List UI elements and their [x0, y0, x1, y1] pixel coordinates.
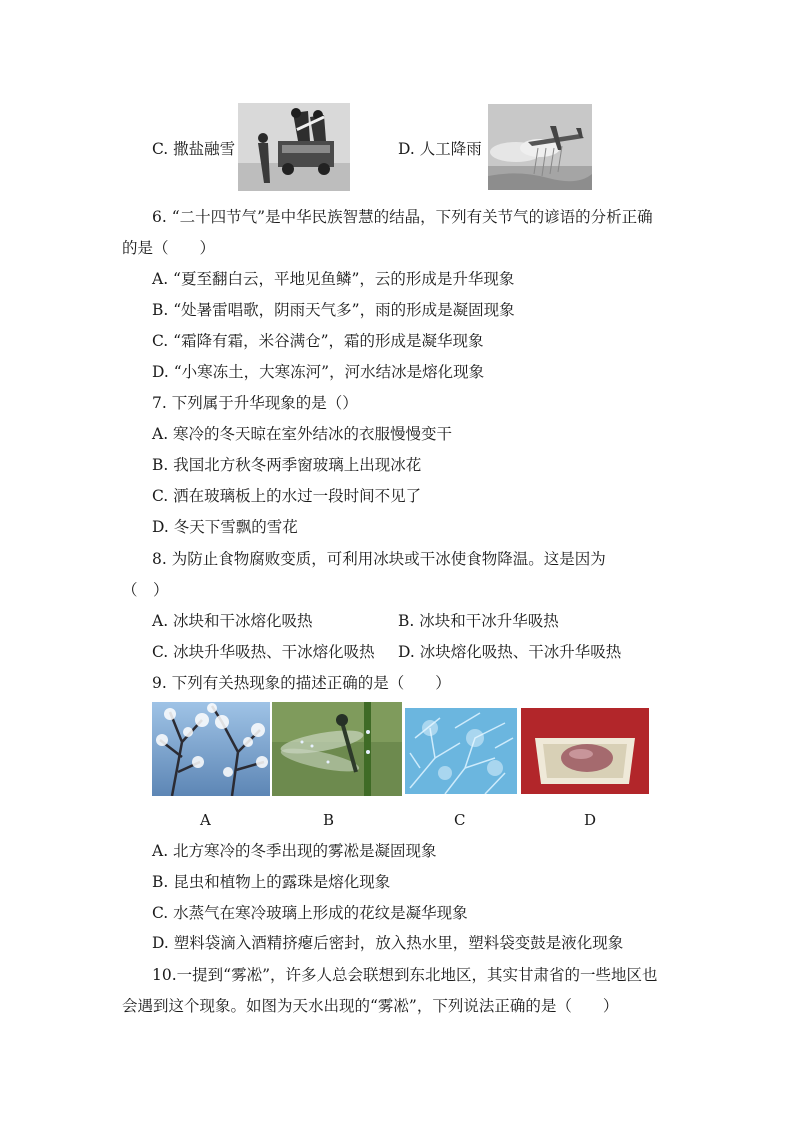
q8-option-c: C. 冰块升华吸热、干冰熔化吸热: [152, 643, 375, 661]
plastic-bag-hot-water-photo: [521, 708, 649, 794]
q9-option-b: B. 昆虫和植物上的露珠是熔化现象: [152, 873, 391, 891]
q5-option-d: D. 人工降雨: [398, 140, 482, 158]
q8-stem-line2: （ ）: [122, 581, 169, 599]
rime-frost-trees-photo: [152, 702, 270, 796]
q9-caption-d: D: [584, 811, 597, 829]
q6-option-b: B. “处暑雷唱歌，阴雨天气多”，雨的形成是凝固现象: [152, 301, 515, 319]
q8-option-b: B. 冰块和干冰升华吸热: [398, 612, 559, 630]
q8-option-d: D. 冰块熔化吸热、干冰升华吸热: [398, 643, 622, 661]
q6-stem-line1: 6. “二十四节气”是中华民族智慧的结晶，下列有关节气的谚语的分析正确: [152, 208, 653, 226]
q7-option-c: C. 洒在玻璃板上的水过一段时间不见了: [152, 487, 422, 505]
dragonfly-dew-photo: [272, 702, 402, 796]
q6-option-d: D. “小寒冻土，大寒冻河”，河水结冰是熔化现象: [152, 363, 485, 381]
q9-option-c: C. 水蒸气在寒冷玻璃上形成的花纹是凝华现象: [152, 904, 468, 922]
q8-option-a: A. 冰块和干冰熔化吸热: [152, 612, 313, 630]
q7-option-a: A. 寒冷的冬天晾在室外结冰的衣服慢慢变干: [152, 425, 453, 443]
q9-caption-b: B: [323, 811, 335, 829]
q10-stem-line1: 10.一提到“雾凇”，许多人总会联想到东北地区，其实甘肃省的一些地区也: [152, 966, 658, 984]
q7-option-d: D. 冬天下雪飘的雪花: [152, 518, 298, 536]
q9-stem: 9. 下列有关热现象的描述正确的是（ ）: [152, 674, 451, 692]
q10-stem-line2: 会遇到这个现象。如图为天水出现的“雾凇”，下列说法正确的是（ ）: [122, 997, 619, 1015]
q7-option-b: B. 我国北方秋冬两季窗玻璃上出现冰花: [152, 456, 422, 474]
q6-stem-line2: 的是（ ）: [122, 239, 216, 257]
q8-stem-line1: 8. 为防止食物腐败变质，可利用冰块或干冰使食物降温。这是因为: [152, 550, 606, 568]
q6-option-a: A. “夏至翻白云，平地见鱼鳞”，云的形成是升华现象: [152, 270, 515, 288]
q6-option-c: C. “霜降有霜，米谷满仓”，霜的形成是凝华现象: [152, 332, 484, 350]
artificial-rain-plane-photo: [488, 104, 592, 190]
q9-caption-a: A: [200, 811, 211, 829]
q7-stem: 7. 下列属于升华现象的是（）: [152, 394, 358, 412]
q9-option-a: A. 北方寒冷的冬季出现的雾凇是凝固现象: [152, 842, 437, 860]
q9-option-d: D. 塑料袋滴入酒精挤瘪后密封，放入热水里，塑料袋变鼓是液化现象: [152, 934, 624, 952]
salt-melting-snow-photo: [238, 103, 350, 191]
q9-caption-c: C: [454, 811, 466, 829]
ice-flower-window-photo: [405, 708, 517, 794]
q5-option-c: C. 撒盐融雪: [152, 140, 236, 158]
